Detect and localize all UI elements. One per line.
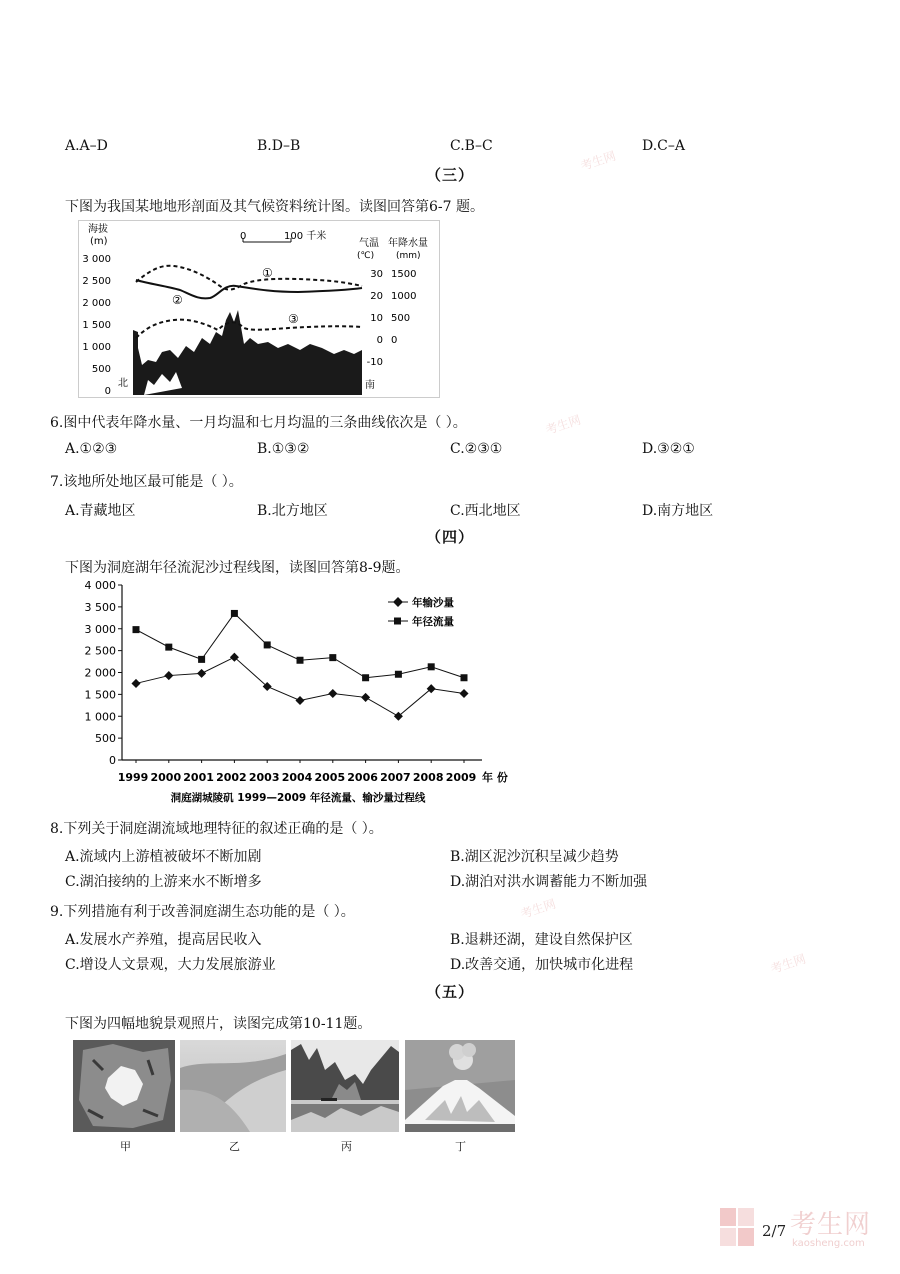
x-tick-label: 2003 xyxy=(248,771,280,784)
data-point-sediment xyxy=(197,669,206,678)
photo-karst-cave xyxy=(73,1040,175,1132)
photo-volcano xyxy=(405,1040,515,1132)
scale-zero: 0 xyxy=(240,231,247,242)
section-heading-5: （五） xyxy=(426,983,475,1001)
temp-axis-title: 气温 xyxy=(359,238,379,249)
data-point-runoff xyxy=(231,610,238,617)
data-point-runoff xyxy=(428,663,435,670)
section-4-intro: 下图为洞庭湖年径流泥沙过程线图，读图回答第8-9题。 xyxy=(65,560,410,576)
photo-caption-yi: 乙 xyxy=(229,1140,240,1153)
q6-stem: 6.图中代表年降水量、一月均温和七月均温的三条曲线依次是（ ）。 xyxy=(50,415,467,431)
y-tick-label: 3 000 xyxy=(84,622,116,636)
watermark: 考生网 xyxy=(578,148,618,174)
q8-option-d: D.湖泊对洪水调蓄能力不断加强 xyxy=(450,874,648,890)
data-point-runoff xyxy=(198,656,205,663)
left-tick: 1 500 xyxy=(82,320,111,331)
left-tick: 2 500 xyxy=(82,276,111,287)
x-tick-label: 1999 xyxy=(117,771,149,784)
data-point-runoff xyxy=(264,641,271,648)
precip-tick: 0 xyxy=(391,335,398,346)
legend-marker-sediment xyxy=(393,597,403,607)
data-point-sediment xyxy=(131,679,140,688)
watermark: 考生网 xyxy=(518,896,558,922)
q8-option-c: C.湖泊接纳的上游来水不断增多 xyxy=(65,874,262,890)
left-tick: 2 000 xyxy=(82,298,111,309)
data-point-sediment xyxy=(361,693,370,702)
site-logo-icon xyxy=(718,1206,756,1250)
legend-label-runoff: 年径流量 xyxy=(412,616,454,628)
q5-option-a: A.A–D xyxy=(65,138,108,154)
q6-option-a: A.①②③ xyxy=(65,441,118,457)
photo-caption-jia: 甲 xyxy=(120,1140,131,1153)
x-tick-label: 2001 xyxy=(183,771,214,784)
q8-stem: 8.下列关于洞庭湖流域地理特征的叙述正确的是（ ）。 xyxy=(50,821,383,837)
data-point-sediment xyxy=(459,689,468,698)
x-tick-label: 2002 xyxy=(216,771,247,784)
data-point-sediment xyxy=(295,696,304,705)
site-logo-text: 考生网 xyxy=(790,1210,872,1240)
precip-axis-unit: (mm) xyxy=(396,251,421,261)
q5-option-b: B.D–B xyxy=(257,138,301,154)
y-tick-label: 3 500 xyxy=(84,600,116,614)
q9-option-d: D.改善交通，加快城市化进程 xyxy=(450,957,634,973)
data-point-sediment xyxy=(328,689,337,698)
x-tick-label: 2004 xyxy=(281,771,313,784)
section-heading-3: （三） xyxy=(426,166,475,184)
watermark: 考生网 xyxy=(768,951,808,977)
left-tick: 0 xyxy=(104,386,111,397)
q8-option-b: B.湖区泥沙沉积呈减少趋势 xyxy=(450,849,619,865)
y-tick-label: 1 000 xyxy=(84,710,116,724)
temp-tick: 20 xyxy=(370,291,383,302)
section-3-intro: 下图为我国某地地形剖面及其气候资料统计图。读图回答第6-7 题。 xyxy=(65,199,484,215)
photo-caption-bing: 丙 xyxy=(341,1140,352,1153)
chart-title: 洞庭湖城陵矶 1999—2009 年径流量、输沙量过程线 xyxy=(170,792,426,804)
q7-stem: 7.该地所处地区最可能是（ ）。 xyxy=(50,474,243,490)
curve-label-1: ① xyxy=(262,266,273,280)
site-logo-domain: kaosheng.com xyxy=(792,1238,865,1249)
section-heading-4: （四） xyxy=(426,528,475,546)
q5-option-d: D.C–A xyxy=(642,138,685,154)
legend-marker-runoff xyxy=(394,618,401,625)
data-point-sediment xyxy=(164,671,173,680)
temp-tick: -10 xyxy=(366,357,383,368)
data-point-runoff xyxy=(329,654,336,661)
precip-tick: 1500 xyxy=(391,269,417,280)
q8-option-a: A.流域内上游植被破坏不断加剧 xyxy=(65,849,262,865)
data-point-runoff xyxy=(395,671,402,678)
temp-tick: 30 xyxy=(370,269,383,280)
q7-option-a: A.青藏地区 xyxy=(65,503,136,519)
south-label: 南 xyxy=(365,380,375,391)
q6-option-c: C.②③① xyxy=(450,441,503,457)
data-point-runoff xyxy=(461,674,468,681)
left-tick: 3 000 xyxy=(82,254,111,265)
left-axis-title: 海拔 xyxy=(88,224,108,235)
q7-option-d: D.南方地区 xyxy=(642,503,714,519)
north-label: 北 xyxy=(118,378,128,389)
q6-option-b: B.①③② xyxy=(257,441,310,457)
x-tick-label: 2008 xyxy=(412,771,444,784)
x-tick-label: 2007 xyxy=(380,771,411,784)
left-axis-unit: (m) xyxy=(90,236,108,247)
legend-label-sediment: 年输沙量 xyxy=(412,597,454,609)
section-5-intro: 下图为四幅地貌景观照片，读图完成第10-11题。 xyxy=(65,1016,372,1032)
temp-tick: 0 xyxy=(376,335,383,346)
y-tick-label: 1 500 xyxy=(84,688,116,702)
terrain-climate-figure xyxy=(78,220,440,398)
q9-option-a: A.发展水产养殖，提高居民收入 xyxy=(65,932,262,948)
x-tick-label: 2005 xyxy=(314,771,346,784)
curve-label-3: ③ xyxy=(288,312,299,326)
left-tick: 500 xyxy=(91,364,111,375)
x-tick-label: 2000 xyxy=(150,771,182,784)
y-tick-label: 2 000 xyxy=(84,666,116,680)
y-tick-label: 0 xyxy=(109,754,116,767)
page-number: 2/7 xyxy=(762,1222,787,1240)
photo-caption-ding: 丁 xyxy=(455,1140,466,1153)
q5-option-c: C.B–C xyxy=(450,138,493,154)
precip-tick: 500 xyxy=(391,313,411,324)
curve-label-2: ② xyxy=(172,293,183,307)
precip-tick: 1000 xyxy=(391,291,417,302)
y-tick-label: 500 xyxy=(95,732,116,746)
x-tick-label: 2006 xyxy=(347,771,378,784)
left-tick: 1 000 xyxy=(82,342,111,353)
x-tick-label: 2009 xyxy=(445,771,477,784)
q9-option-b: B.退耕还湖，建设自然保护区 xyxy=(450,932,633,948)
data-point-runoff xyxy=(297,657,304,664)
data-point-runoff xyxy=(133,626,140,633)
q6-option-d: D.③②① xyxy=(642,441,695,457)
x-axis-unit-label: 年 份 xyxy=(482,771,508,784)
y-tick-label: 4 000 xyxy=(84,579,116,592)
y-tick-label: 2 500 xyxy=(84,644,116,658)
q9-stem: 9.下列措施有利于改善洞庭湖生态功能的是（ ）。 xyxy=(50,904,355,920)
data-point-runoff xyxy=(362,674,369,681)
precip-axis-title: 年降水量 xyxy=(388,238,428,249)
runoff-sediment-chart xyxy=(70,575,520,810)
watermark: 考生网 xyxy=(543,412,583,438)
photo-desert xyxy=(180,1040,286,1132)
series-line-sediment xyxy=(136,657,464,716)
q7-option-c: C.西北地区 xyxy=(450,503,521,519)
q9-option-c: C.增设人文景观，大力发展旅游业 xyxy=(65,957,276,973)
scale-label: 100 千米 xyxy=(284,231,327,242)
photo-karst-river xyxy=(291,1040,399,1132)
temp-axis-unit: (℃) xyxy=(357,251,375,261)
q7-option-b: B.北方地区 xyxy=(257,503,328,519)
data-point-runoff xyxy=(165,644,172,651)
temp-tick: 10 xyxy=(370,313,383,324)
